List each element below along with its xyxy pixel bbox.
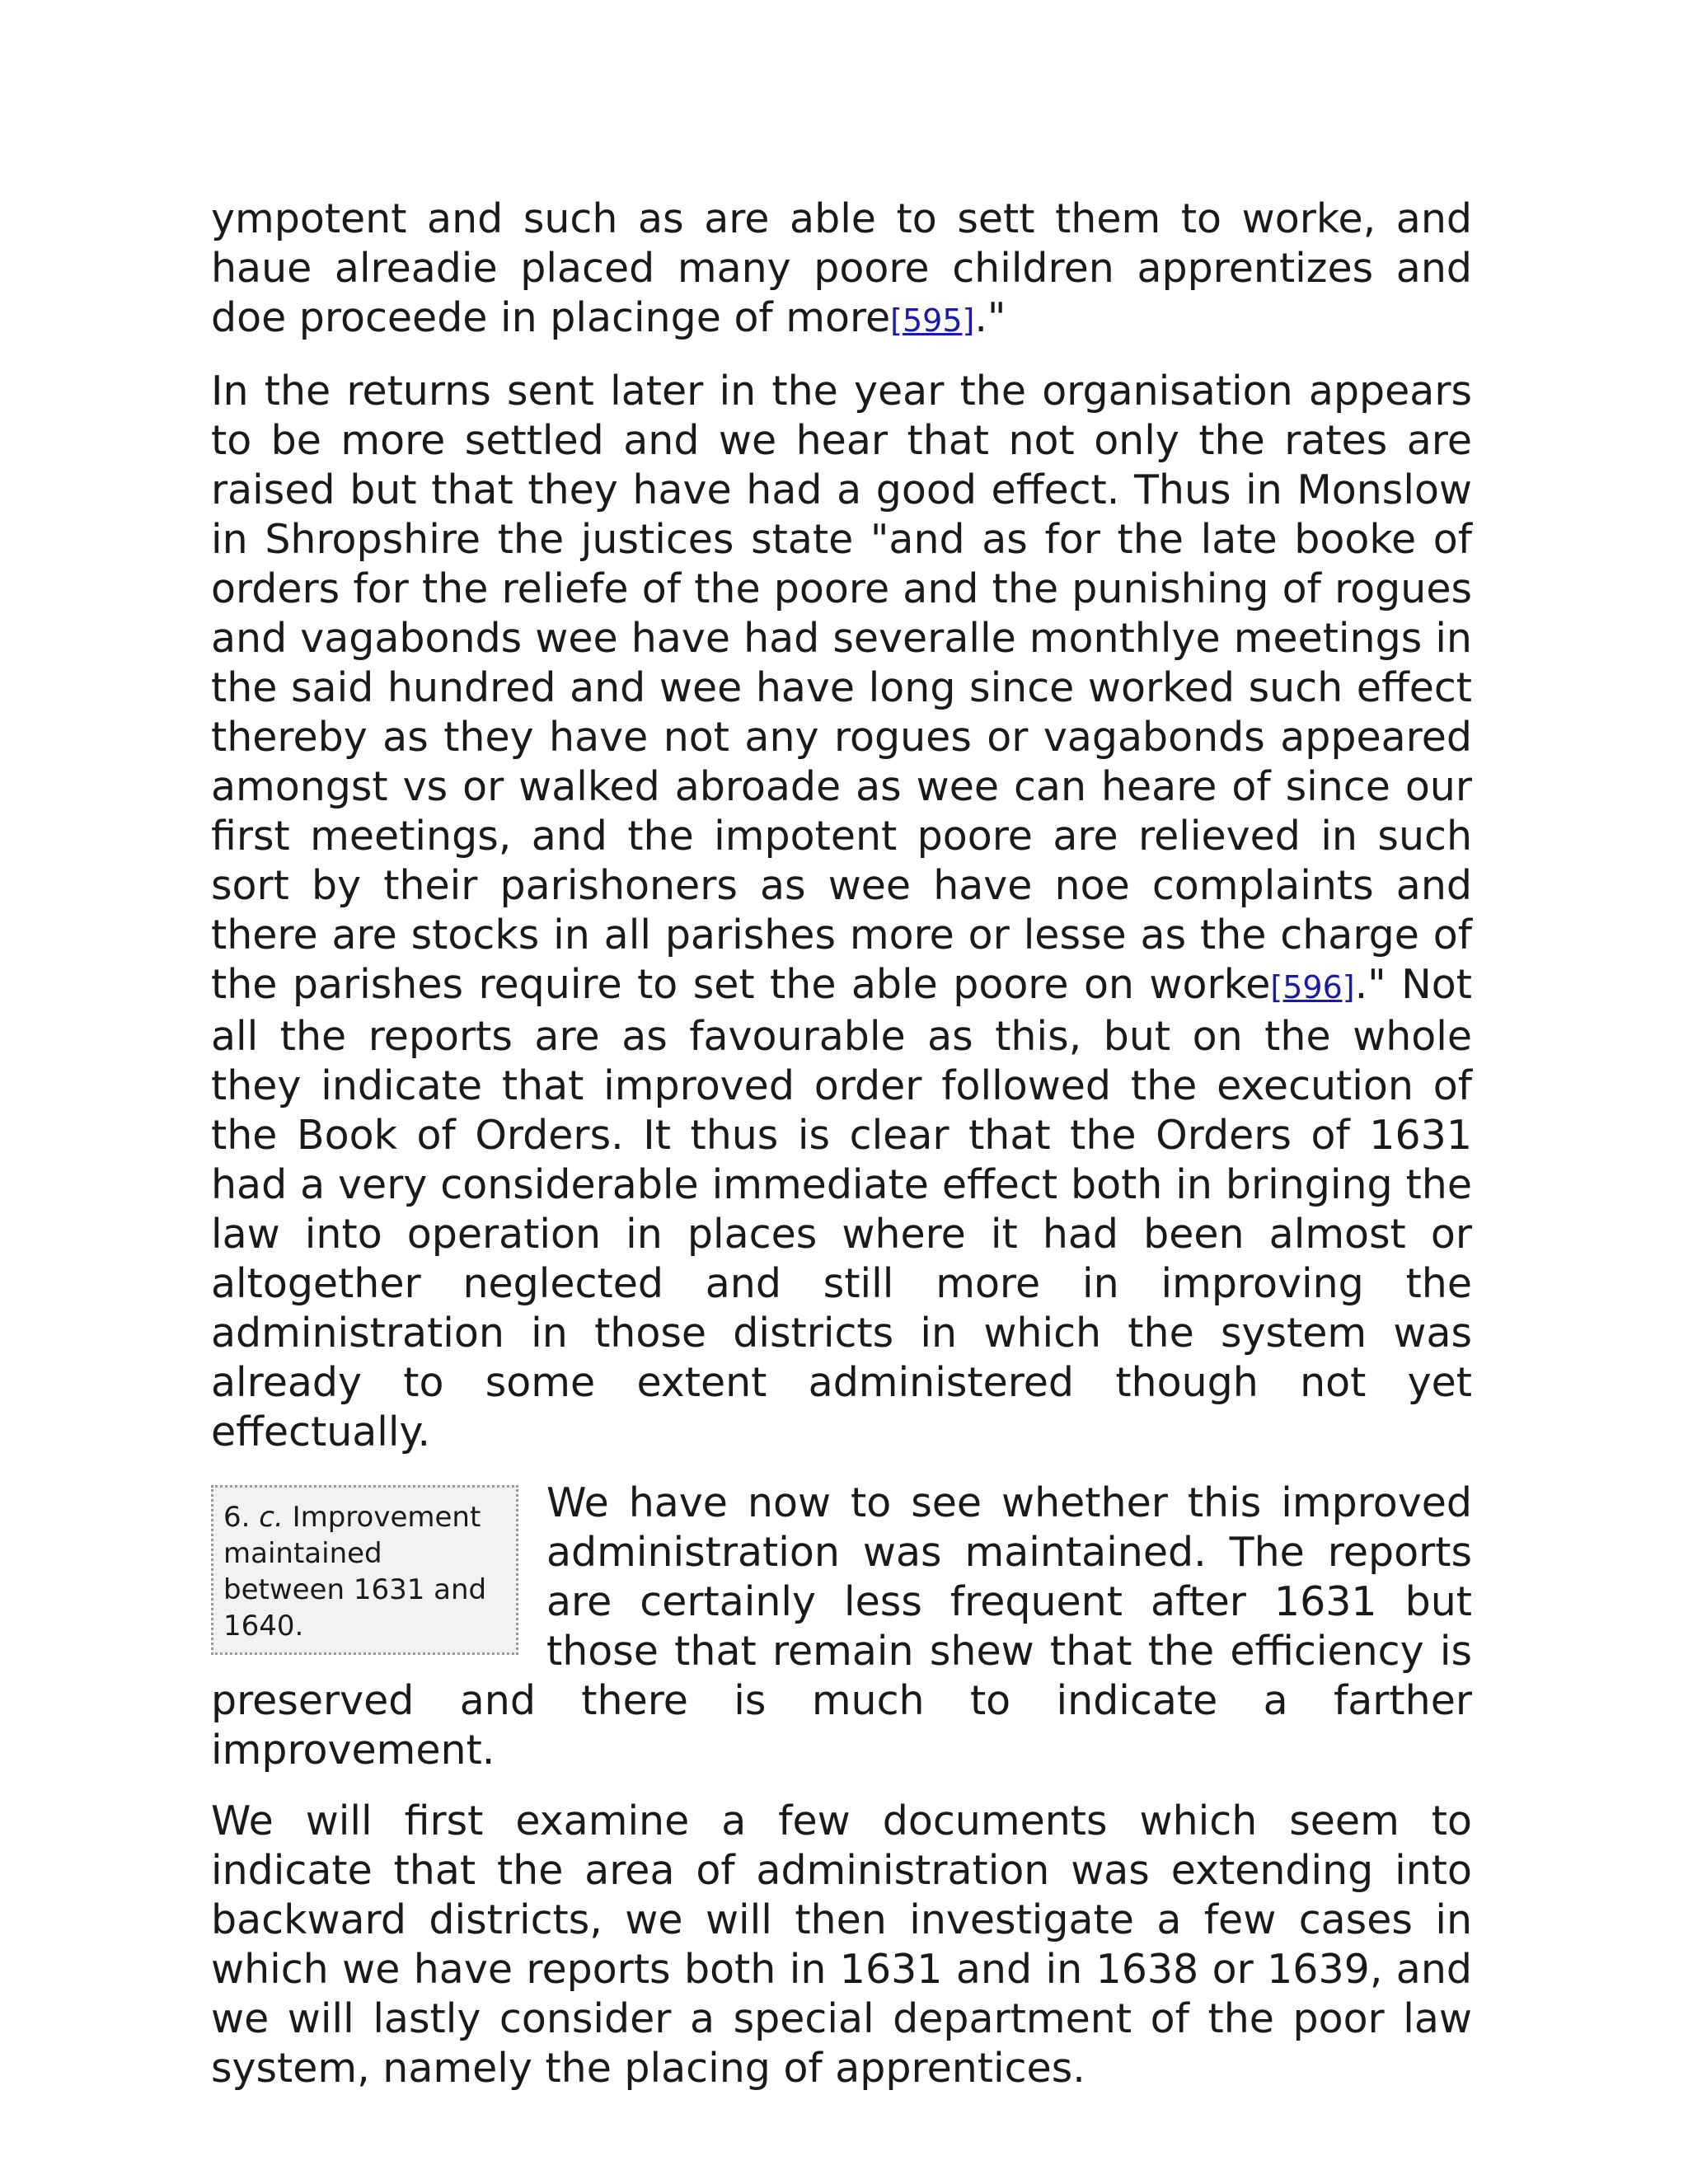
paragraph-1: [211, 194, 1472, 345]
sidenote-number: 6.: [223, 1501, 260, 1534]
footnote-link-596[interactable]: [596]: [1270, 969, 1355, 1005]
paragraph-4: [211, 1797, 1472, 2093]
paragraph-3-text: We have now to see whether this improved administration was maintained. The reports are certainly less frequent after 1631 but those that remain shew that the efficiency is preserved and there is much to indicate a farther improvement.: [211, 1479, 1472, 1774]
paragraph-2-text-b: ." Not all the reports are as favourable as this, but on the whole they indicate that improved order followed the execution of the Book of Orders. It thus is clear that the Orders of 1631 had a very considerable immediate effect both in bringing the law into operation in places where it had been almost or altogether neglected and still more in improving the administration in those districts in which the system was already to some extent administered though not yet effectually.: [211, 961, 1472, 1455]
paragraph-1-text: ympotent and such as are able to sett them to worke, and haue alreadie placed many poore children apprentizes and doe proceede in placinge of more: [211, 195, 1472, 341]
footnote-link-595[interactable]: [595]: [890, 302, 975, 339]
paragraph-1-tail: .": [974, 294, 1006, 341]
sidenote: [211, 1485, 518, 1655]
paragraph-2: [211, 367, 1472, 1457]
paragraph-2-text-a: In the returns sent later in the year the organisation appears to be more settled and we hear that not only the rates are raised but that they have had a good effect. Thus in Monslow in Shropshire the justices state "and as for the late booke of orders for the reliefe of the poore and the punishing of rogues and vagabonds wee have had severalle monthlye meetings in the said hundred and wee have long since worked such effect thereby as they have not any rogues or vagabonds appeared amongst vs or walked abroade as wee can heare of since our first meetings, and the impotent poore are relieved in such sort by their parishoners as wee have noe complaints and there are stocks in all parishes more or lesse as the charge of the parishes require to set the able poore on worke: [211, 368, 1472, 1008]
document-page: [211, 194, 1472, 2115]
sidenote-letter: c.: [259, 1501, 284, 1534]
paragraph-3: [211, 1479, 1472, 1775]
sidenote-text: Improvement maintained between 1631 and 1640.: [223, 1501, 487, 1643]
paragraph-4-text: We will first examine a few documents which seem to indicate that the area of administration was extending into backward districts, we will then investigate a few cases in which we have reports both in 1631 and in 1638 or 1639, and we will lastly consider a special department of the poor law system, namely the placing of apprentices.: [211, 1797, 1472, 2092]
